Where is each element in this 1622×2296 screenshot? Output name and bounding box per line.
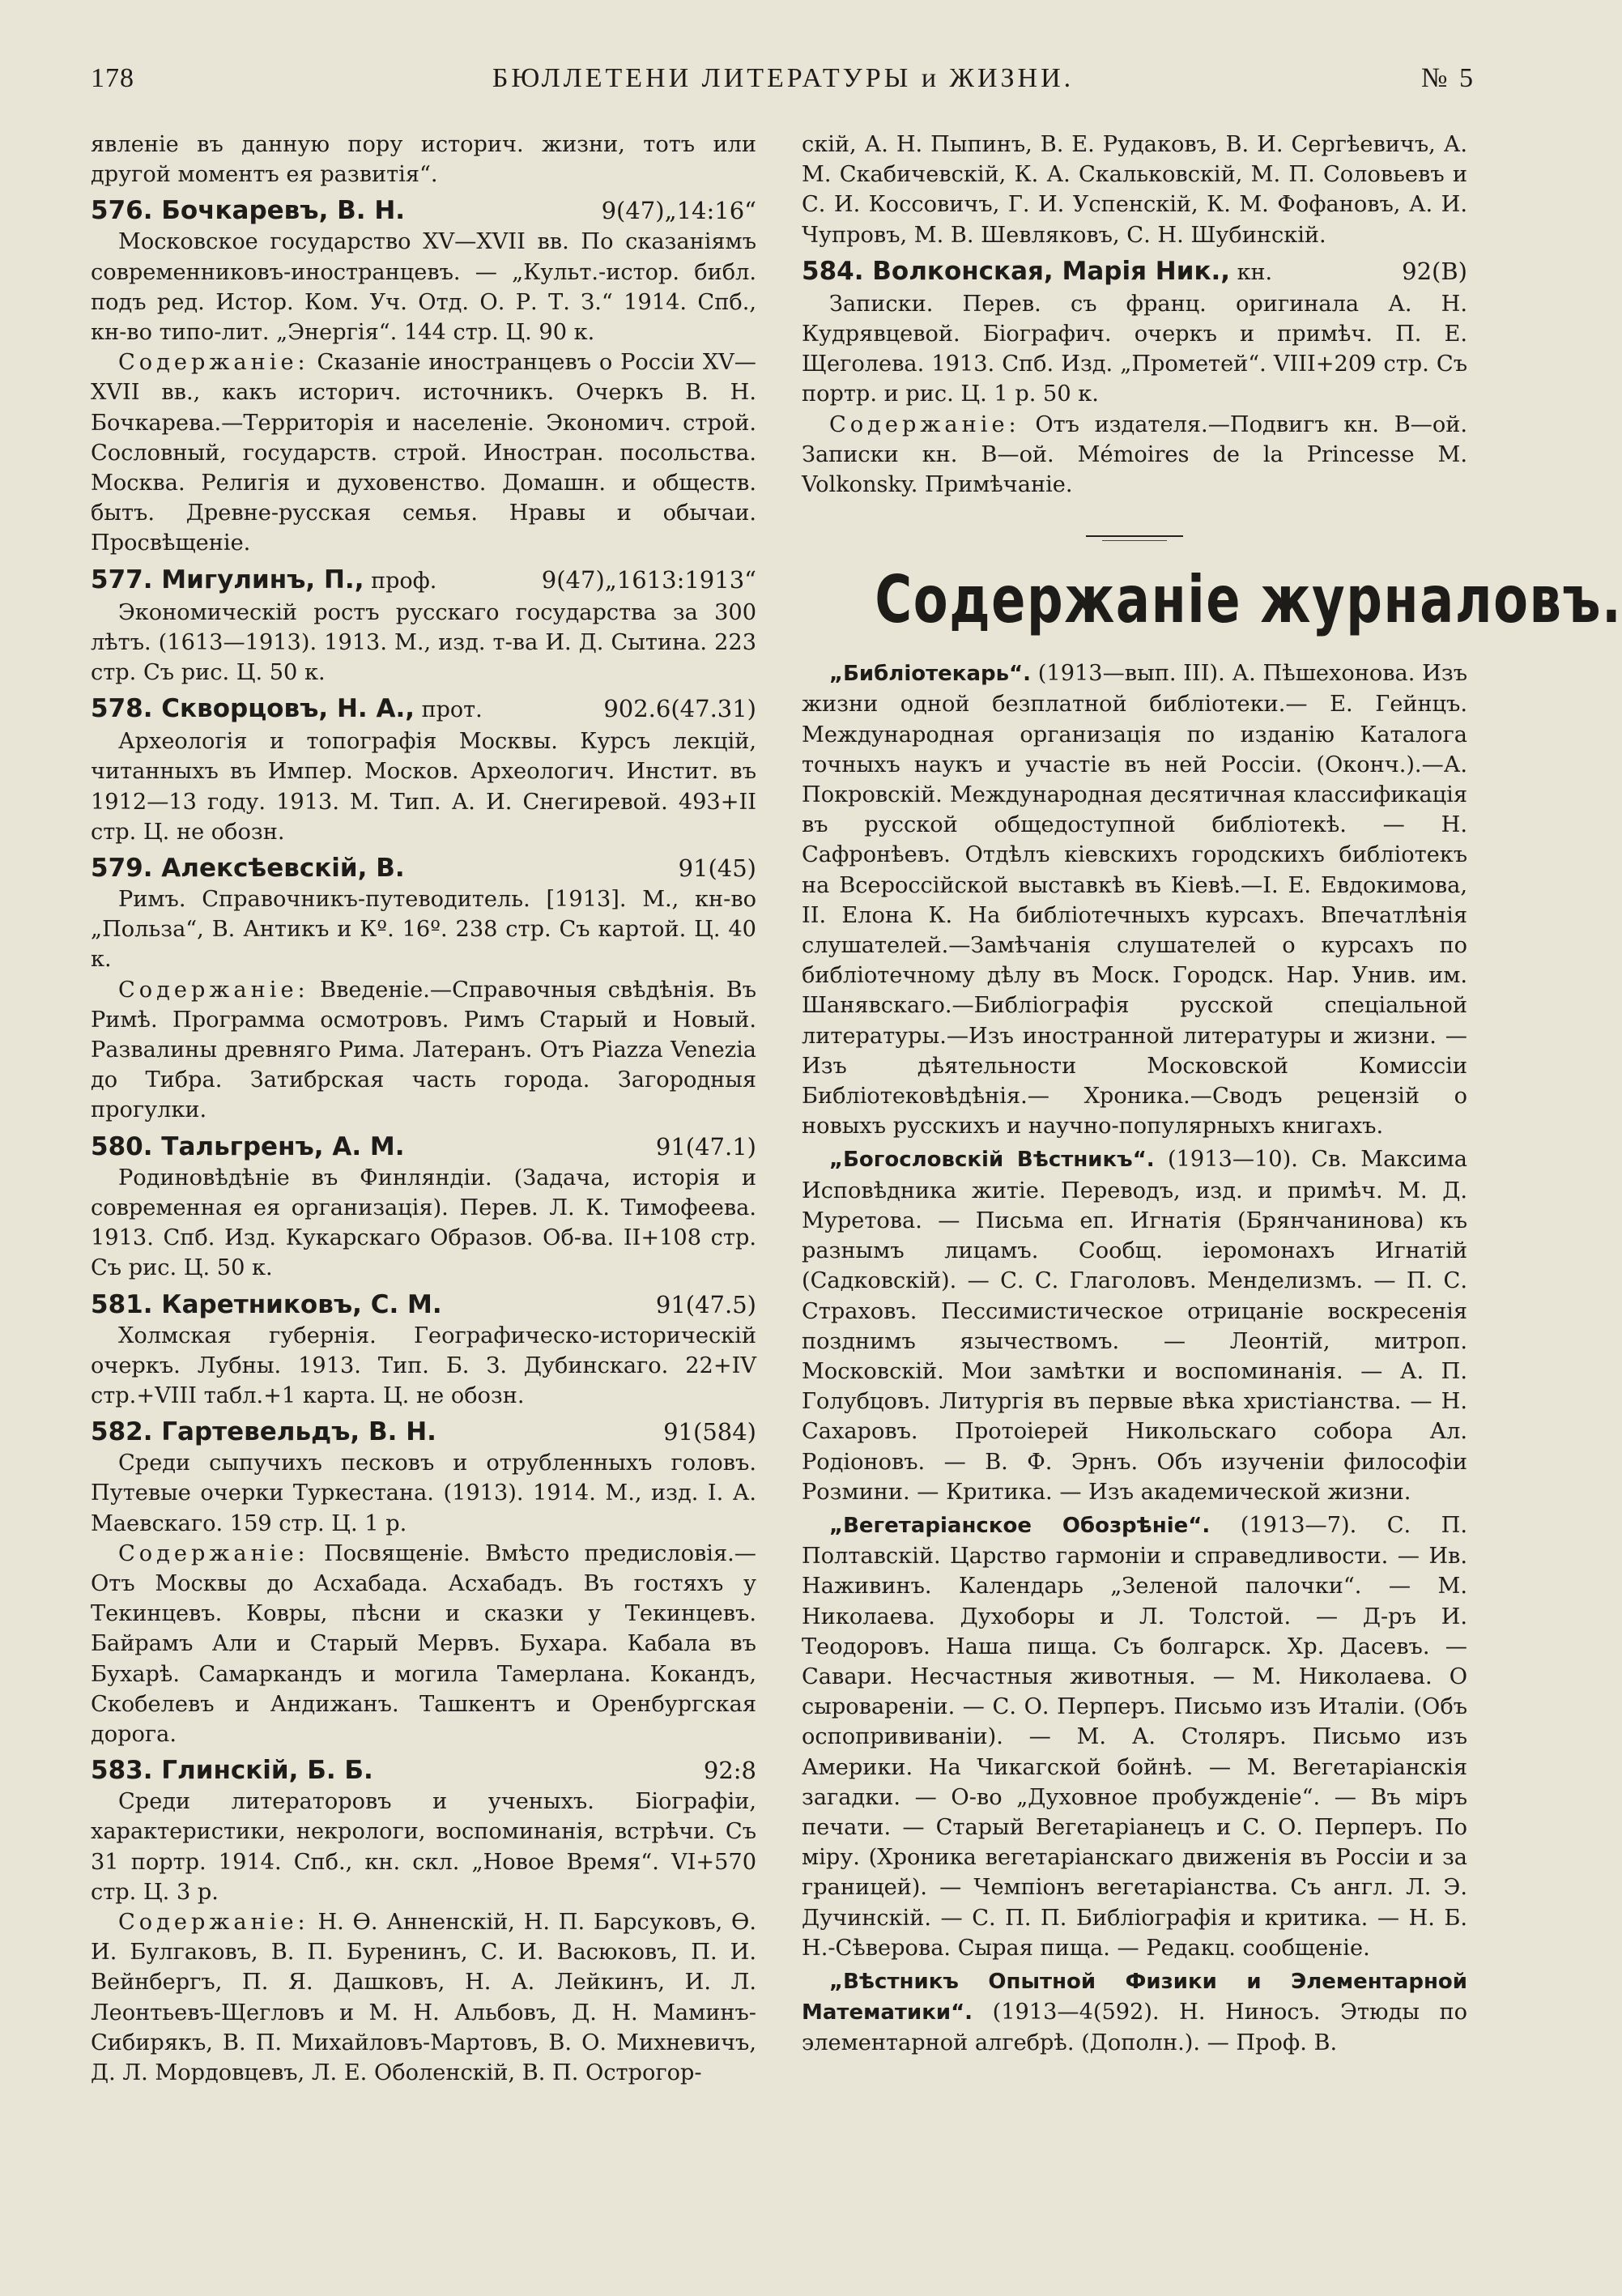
entry-author	[91, 1754, 373, 1787]
author-name: Тальгренъ, А. М.	[161, 1131, 405, 1161]
entry-description: Холмская губернія. Географическо-историческій очеркъ. Лубны. 1913. Тип. Б. З. Дубинскаго. 22+IV стр.+VIII табл.+1 карта. Ц. не обозн.	[91, 1323, 756, 1408]
entry-author	[91, 564, 436, 598]
author-name: Скворцовъ, Н. А.,	[161, 694, 415, 724]
entry-581	[91, 1289, 756, 1412]
entry-number: 576.	[91, 196, 153, 226]
contents-label: Содержаніе:	[118, 1909, 309, 1935]
entry-heading	[91, 1131, 756, 1163]
entry-contents	[91, 1539, 756, 1749]
entry-heading	[91, 1416, 756, 1448]
classification-code: 902.6(47.31)	[603, 695, 756, 723]
entry-heading	[802, 255, 1467, 289]
entry-contents	[91, 347, 756, 558]
classification-code: 91(47.1)	[655, 1132, 756, 1161]
journal-name: „Богословскій Вѣстникъ“.	[829, 1148, 1155, 1173]
issue-number: № 5	[1421, 63, 1475, 93]
entry-heading	[91, 564, 756, 598]
entry-heading	[91, 194, 756, 227]
author-name: Волконская, Марія Ник.,	[872, 256, 1231, 286]
journal-contents: (1913—вып. III). А. Пѣшехонова. Изъ жизни одной безплатной библіотеки.— Е. Гейнцъ. Международная организація по изданію Каталога точныхъ наукъ и участіе въ ней Россіи. (Оконч.).—А. Покровскій. Международная десятичная классификація въ русской общедоступной библіотекѣ. — Н. Сафронѣевъ. Отдѣлъ кіевскихъ городскихъ библіотекъ на Всероссійской выставкѣ въ Кіевѣ.—І. Е. Евдокимова, II. Елона К. На библіотечныхъ курсахъ. Впечатлѣнія слушателей.—Замѣчанія слушателей о курсахъ по библіотечному дѣлу въ Моск. Городск. Нар. Унив. им. Шанявскаго.—Библіографія русской спеціальной литературы.—Изъ иностранной литературы и жизни. — Изъ дѣятельности Московской Комиссіи Библіотековѣдѣнія.— Хроника.—Сводъ рецензій о новыхъ русскихъ и научно-популярныхъ книгахъ.	[802, 661, 1467, 1139]
entry-number: 584.	[802, 256, 864, 286]
journal-name: „Вѣстникъ Опытной Физики и Элементарной Математики“.	[802, 1969, 1467, 2026]
contents-text: Сказаніе иностранцевъ о Россіи XV—XVII вв., какъ историч. источникъ. Очеркъ В. Н. Бочкарева.—Территорія и населеніе. Экономич. строй. Сословный, государств. строй. Иностран. посольства. Москва. Религія и духовенство. Домашн. и обществ. бытъ. Древне-русская семья. Нравы и обычаи. Просвѣщеніе.	[91, 350, 756, 556]
author-name: Бочкаревъ, В. Н.	[161, 196, 406, 226]
entry-contents	[91, 1907, 756, 2088]
author-title: кн.	[1230, 259, 1273, 285]
entry-heading	[91, 692, 756, 726]
classification-code: 91(47.5)	[655, 1290, 756, 1318]
journal-contents: (1913—4(592). Н. Ниносъ. Этюды по элементарной алгебрѣ. (Дополн.). — Проф. В.	[802, 2000, 1467, 2056]
author-title: прот.	[415, 697, 483, 723]
journal-entry	[802, 1144, 1467, 1506]
journal-contents: (1913—7). С. П. Полтавскій. Царство гармоніи и справедливости. — Ив. Наживинъ. Календарь „Зеленой палочки“. — М. Николаева. Духоборы и Л. Толстой. — Д-ръ И. Теодоровъ. Наша пища. Съ болгарск. Хр. Дасевъ. — Савари. Несчастныя животныя. — М. Николаева. О сыровареніи. — С. О. Перперъ. Письмо изъ Италіи. (Объ оспопрививаніи). — М. А. Столяръ. Письмо изъ Америки. На Чикагской бойнѣ. — М. Вегетаріанскія загадки. — О-во „Духовное пробужденіе“. — Въ міръ печати. — Старый Вегетаріанецъ и С. О. Перперъ. По міру. (Хроника вегетаріанскаго движенія въ Россіи и за границей). — Чемпіонъ вегетаріанства. Съ англ. Л. Э. Дучинскій. — С. П. П. Библіографія и критика. — Н. Б. Н.-Сѣверова. Сырая пища. — Редакц. сообщеніе.	[802, 1512, 1467, 1961]
right-column	[802, 130, 1622, 2088]
entry-description: Московское государство XV—XVII вв. По сказаніямъ современниковъ-иностранцевъ. — „Культ.-истор. библ. подъ ред. Истор. Ком. Уч. Отд. О. Р. Т. З.“ 1914. Спб., кн-во типо-лит. „Энергія“. 144 стр. Ц. 90 к.	[91, 229, 756, 346]
entry-583	[91, 1754, 756, 2088]
entry-number: 578.	[91, 694, 153, 724]
author-name: Гартевельдъ, В. Н.	[161, 1417, 436, 1447]
contents-label: Содержаніе:	[118, 977, 309, 1003]
entry-author	[91, 852, 405, 884]
entry-576	[91, 194, 756, 558]
entry-description: Записки. Перев. съ франц. оригинала А. Н. Кудрявцевой. Біографич. очеркъ и примѣч. П. Е. Щеголева. 1913. Спб. Изд. „Прометей“. VIII+209 стр. Съ портр. и рис. Ц. 1 р. 50 к.	[802, 291, 1467, 407]
author-name: Алексѣевскій, В.	[161, 854, 405, 884]
section-divider	[1086, 535, 1183, 537]
classification-code: 9(47)„14:16“	[601, 197, 756, 225]
classification-code: 91(584)	[663, 1418, 756, 1446]
contents-label: Содержаніе:	[829, 411, 1020, 437]
page-number: 178	[91, 63, 134, 93]
entry-579	[91, 852, 756, 1126]
entry-contents	[802, 410, 1467, 501]
entry-description: Археологія и топографія Москвы. Курсъ лекцій, читанныхъ въ Импер. Москов. Археологич. Инстит. въ 1912—13 году. 1913. М. Тип. А. И. Снегиревой. 493+II стр. Ц. не обозн.	[91, 729, 756, 845]
entry-heading	[91, 1754, 756, 1787]
entry-author	[91, 1289, 442, 1321]
entry-number: 577.	[91, 564, 153, 594]
entry-heading	[91, 1289, 756, 1321]
section-title: Содержаніе журналовъ.	[875, 562, 1622, 638]
contents-label: Содержаніе:	[118, 350, 309, 376]
page-header	[91, 63, 1475, 117]
entry-description: Римъ. Справочникъ-путеводитель. [1913]. М., кн-во „Польза“, В. Антикъ и Кº. 16º. 238 стр. Съ картой. Ц. 40 к.	[91, 887, 756, 973]
entry-578	[91, 692, 756, 847]
contents-label: Содержаніе:	[118, 1540, 309, 1566]
entry-number: 581.	[91, 1289, 153, 1319]
entry-author	[91, 1131, 405, 1163]
entry-description: Родиновѣдѣніе въ Финляндіи. (Задача, исторія и современная ея организація). Перев. Л. К. Тимофеева. 1913. Спб. Изд. Кукарскаго Образов. Об-ва. II+108 стр. Съ рис. Ц. 50 к.	[91, 1165, 756, 1281]
journal-name: „Библіотекарь“.	[829, 662, 1032, 687]
classification-code: 92:8	[703, 1757, 756, 1785]
continued-text: явленіе въ данную пору историч. жизни, тотъ или другой моментъ ея развитія“.	[91, 132, 756, 188]
journal-contents: (1913—10). Св. Максима Исповѣдника житіе. Переводъ, изд. и примѣч. М. Д. Муретова. — Письма еп. Игнатія (Брянчанинова) къ разнымъ лицамъ. Сообщ. іеромонахъ Игнатій (Садковскій). — С. С. Глаголовъ. Менделизмъ. — П. С. Страховъ. Пессимистическое отрицаніе воскресенія позднимъ язычествомъ. — Леонтій, митроп. Московскій. Мои замѣтки и воспоминанія. — А. П. Голубцовъ. Литургія въ первые вѣка христіанства. — Н. Сахаровъ. Протоіерей Никольскаго собора Ал. Родіоновъ. — В. Ф. Эрнъ. Объ изученіи философіи Розмини. — Критика. — Изъ академической жизни.	[802, 1147, 1467, 1505]
entry-number: 582.	[91, 1417, 153, 1447]
author-name: Мигулинъ, П.,	[161, 564, 364, 594]
journal-entry	[802, 1966, 1467, 2059]
author-title: проф.	[364, 568, 437, 594]
classification-code: 9(47)„1613:1913“	[541, 565, 756, 594]
entry-author	[91, 692, 483, 726]
entry-description: Экономическій ростъ русскаго государства за 300 лѣтъ. (1613—1913). 1913. М., изд. т-ва И. Д. Сытина. 223 стр. Съ рис. Ц. 50 к.	[91, 599, 756, 686]
two-column-body	[91, 130, 1622, 2088]
entry-heading	[91, 852, 756, 884]
entry-number: 579.	[91, 854, 153, 884]
entry-584	[802, 255, 1467, 500]
entry-582	[91, 1416, 756, 1749]
entry-580	[91, 1131, 756, 1284]
entry-contents	[91, 975, 756, 1126]
running-title: БЮЛЛЕТЕНИ ЛИТЕРАТУРЫ и ЖИЗНИ.	[492, 63, 1075, 93]
entry-author	[91, 1416, 436, 1448]
entry-author	[802, 255, 1272, 289]
journal-entry	[802, 1510, 1467, 1963]
contents-text: Посвященіе. Вмѣсто предисловія.—Отъ Москвы до Асхабада. Асхабадъ. Въ гостяхъ у Текинцевъ. Ковры, пѣсни и сказки у Текинцевъ. Байрамъ Али и Старый Мервъ. Бухара. Кабала въ Бухарѣ. Самаркандъ и могила Тамерлана. Кокандъ, Скобелевъ и Андижанъ. Ташкентъ и Оренбургская дорога.	[91, 1540, 756, 1747]
author-name: Глинскій, Б. Б.	[161, 1756, 373, 1786]
entry-number: 583.	[91, 1756, 153, 1786]
classification-code: 91(45)	[678, 854, 756, 883]
journal-entry	[802, 658, 1467, 1141]
classification-code: 92(В)	[1402, 257, 1467, 285]
journal-name: „Вегетаріанское Обозрѣніе“.	[829, 1513, 1211, 1538]
left-column	[91, 130, 756, 2088]
entry-description: Среди литераторовъ и ученыхъ. Біографіи, характеристики, некрологи, воспоминанія, встрѣчи. Съ 31 портр. 1914. Спб., кн. скл. „Новое Время“. VI+570 стр. Ц. 3 р.	[91, 1789, 756, 1905]
entry-description: Среди сыпучихъ песковъ и отрубленныхъ головъ. Путевые очерки Туркестана. (1913). 1914. М., изд. І. А. Маевскаго. 159 стр. Ц. 1 р.	[91, 1450, 756, 1536]
entry-577	[91, 564, 756, 688]
entry-author	[91, 194, 405, 227]
contents-text: Отъ издателя.—Подвигъ кн. В—ой. Записки кн. В—ой. Mémoires de la Princesse M. Volkonsky. Примѣчаніе.	[802, 411, 1467, 498]
contents-text: Н. Ѳ. Анненскій, Н. П. Барсуковъ, Ѳ. И. Булгаковъ, В. П. Буренинъ, С. И. Васюковъ, П. И. Вейнбергъ, П. Я. Дашковъ, Н. А. Лейкинъ, И. Л. Леонтьевъ-Щегловъ и М. Н. Альбовъ, Д. Н. Маминъ-Сибирякъ, В. П. Михайловъ-Мартовъ, В. О. Михневичъ, Д. Л. Мордовцевъ, Л. Е. Оболенскій, В. П. Острогор-	[91, 1909, 756, 2085]
author-name: Каретниковъ, С. М.	[161, 1289, 442, 1319]
continued-text: скій, А. Н. Пыпинъ, В. Е. Рудаковъ, В. И. Сергѣевичъ, А. М. Скабичевскій, К. А. Скальковскій, М. П. Соловьевъ и С. И. Коссовичъ, Г. И. Успенскій, К. М. Фофановъ, А. И. Чупровъ, М. В. Шевляковъ, С. Н. Шубинскій.	[802, 132, 1467, 248]
contents-text: Введеніе.—Справочныя свѣдѣнія. Въ Римѣ. Программа осмотровъ. Римъ Старый и Новый. Развалины древняго Рима. Латеранъ. Отъ Piazza Venezia до Тибра. Затибрская часть города. Загородныя прогулки.	[91, 977, 756, 1123]
entry-number: 580.	[91, 1131, 153, 1161]
